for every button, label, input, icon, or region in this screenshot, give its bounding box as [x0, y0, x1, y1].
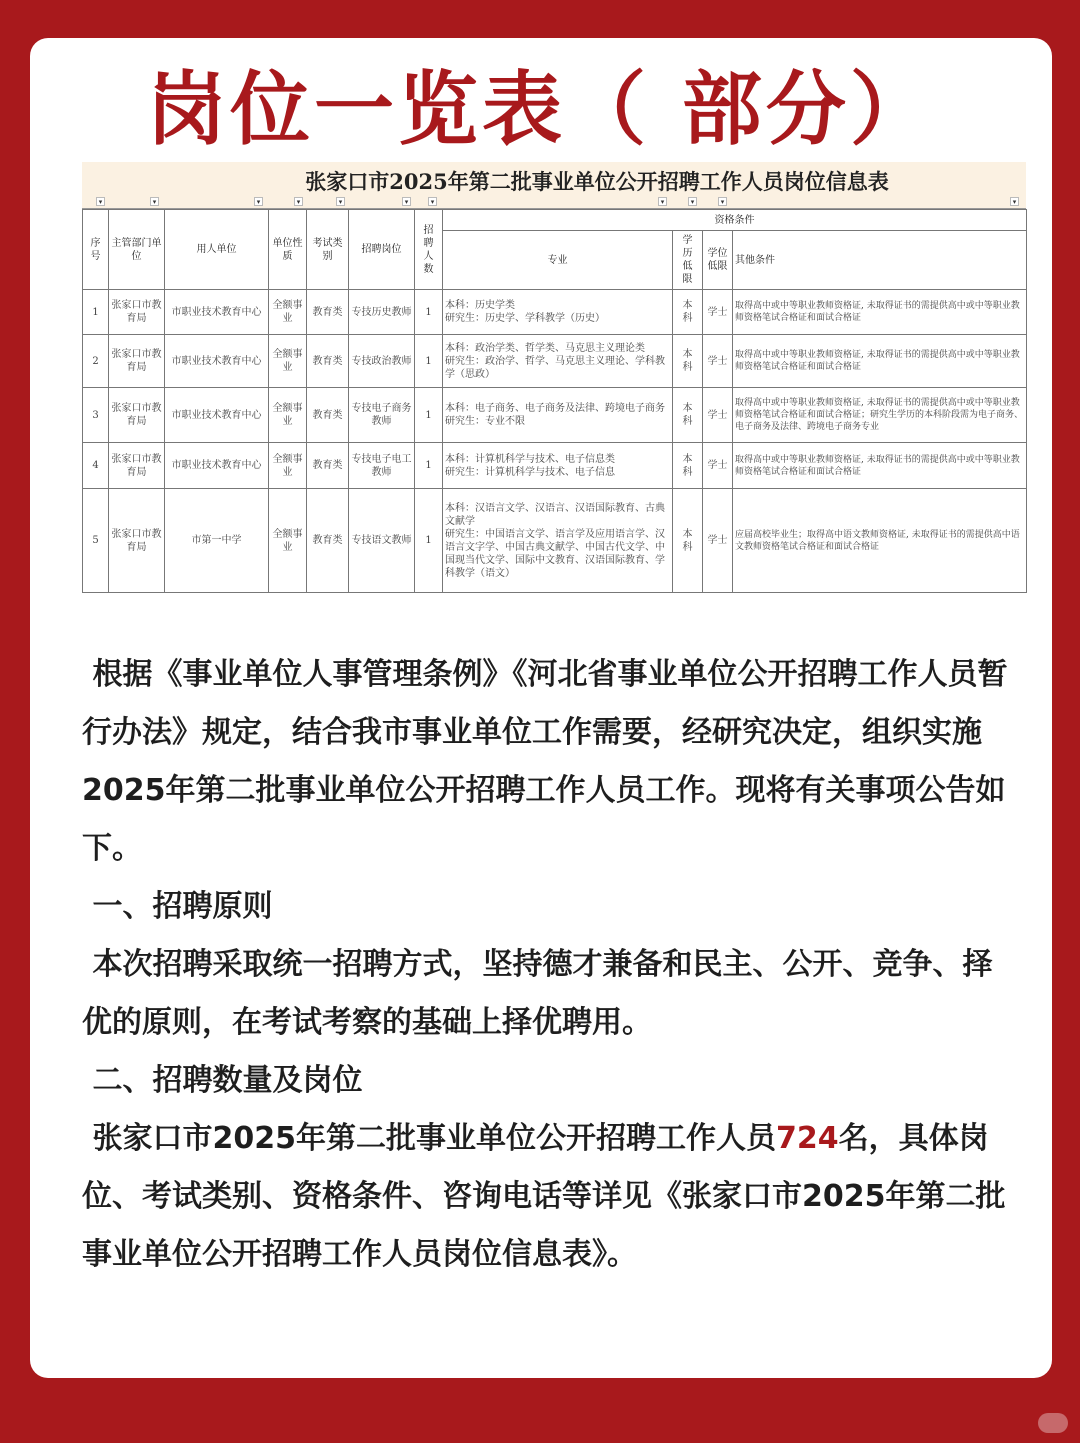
cell-degree: 学士 [703, 335, 733, 388]
header-qualification: 资格条件 [443, 210, 1027, 231]
cell-post: 专技历史教师 [349, 290, 415, 335]
table-row [83, 335, 1027, 388]
cell-employer: 市第一中学 [165, 489, 269, 593]
filter-dropdown-icon[interactable]: ▾ [658, 197, 667, 206]
cell-dept: 张家口市教育局 [109, 290, 165, 335]
table-row [83, 443, 1027, 489]
filter-dropdown-icon[interactable]: ▾ [294, 197, 303, 206]
cell-edu: 本科 [673, 290, 703, 335]
cell-edu: 本科 [673, 335, 703, 388]
cell-degree: 学士 [703, 290, 733, 335]
filter-dropdown-icon[interactable]: ▾ [428, 197, 437, 206]
section-heading-positions: 二、招聘数量及岗位 [92, 1063, 363, 1098]
cell-post: 专技语文教师 [349, 489, 415, 593]
cell-post: 专技电子电工教师 [349, 443, 415, 489]
cell-seq: 2 [83, 335, 109, 388]
cell-count: 1 [415, 489, 443, 593]
cell-degree: 学士 [703, 489, 733, 593]
cell-nature: 全额事业 [269, 388, 307, 443]
cell-seq: 3 [83, 388, 109, 443]
cell-post: 专技电子商务教师 [349, 388, 415, 443]
cell-degree: 学士 [703, 443, 733, 489]
paragraph-positions: 张家口市2025年第二批事业单位公开招聘工作人员724名，具体岗位、考试类别、资格条件、咨询电话等详见《张家口市2025年第二批事业单位公开招聘工作人员岗位信息表》。 [82, 1121, 1006, 1272]
filter-dropdown-icon[interactable]: ▾ [1010, 197, 1019, 206]
announcement-body [82, 646, 1022, 1284]
filter-dropdown-icon[interactable]: ▾ [402, 197, 411, 206]
header-degree: 学位低限 [703, 231, 733, 290]
cell-major: 本科：电子商务、电子商务及法律、跨境电子商务 研究生：专业不限 [443, 388, 673, 443]
cell-dept: 张家口市教育局 [109, 443, 165, 489]
sheet-title: 张家口市2025年第二批事业单位公开招聘工作人员岗位信息表 [82, 162, 1026, 196]
section-heading-principle: 一、招聘原则 [92, 889, 273, 924]
cell-count: 1 [415, 443, 443, 489]
filter-dropdown-icon[interactable]: ▾ [150, 197, 159, 206]
cell-degree: 学士 [703, 388, 733, 443]
cell-major: 本科：汉语言文学、汉语言、汉语国际教育、古典文献学 研究生：中国语言文学、语言学及应用语言学、汉语言文字学、中国古典文献学、中国古代文学、中国现当代文学、国际中文教育、汉语国际教育、学科教学（语文） [443, 489, 673, 593]
header-exam: 考试类别 [307, 210, 349, 290]
table-row [83, 388, 1027, 443]
header-edu: 学历低限 [673, 231, 703, 290]
paragraph-principle: 本次招聘采取统一招聘方式，坚持德才兼备和民主、公开、竞争、择优的原则，在考试考察的基础上择优聘用。 [82, 947, 993, 1040]
cell-nature: 全额事业 [269, 335, 307, 388]
job-info-spreadsheet [82, 162, 1026, 596]
cell-dept: 张家口市教育局 [109, 489, 165, 593]
cell-employer: 市职业技术教育中心 [165, 290, 269, 335]
header-nature: 单位性质 [269, 210, 307, 290]
cell-post: 专技政治教师 [349, 335, 415, 388]
cell-exam: 教育类 [307, 290, 349, 335]
filter-dropdown-icon[interactable]: ▾ [254, 197, 263, 206]
cell-nature: 全额事业 [269, 443, 307, 489]
cell-other: 取得高中或中等职业教师资格证, 未取得证书的需提供高中或中等职业教师资格笔试合格证和面试合格证 [733, 290, 1027, 335]
cell-nature: 全额事业 [269, 290, 307, 335]
header-seq: 序号 [83, 210, 109, 290]
cell-count: 1 [415, 335, 443, 388]
watermark-badge [1038, 1413, 1068, 1433]
cell-major: 本科：计算机科学与技术、电子信息类 研究生：计算机科学与技术、电子信息 [443, 443, 673, 489]
cell-count: 1 [415, 290, 443, 335]
cell-exam: 教育类 [307, 388, 349, 443]
cell-major: 本科：历史学类 研究生：历史学、学科教学（历史） [443, 290, 673, 335]
cell-other: 取得高中或中等职业教师资格证, 未取得证书的需提供高中或中等职业教师资格笔试合格证和面试合格证 [733, 335, 1027, 388]
cell-employer: 市职业技术教育中心 [165, 443, 269, 489]
header-other: 其他条件 [733, 231, 1027, 290]
filter-row [82, 196, 1026, 209]
table-row [83, 489, 1027, 593]
cell-edu: 本科 [673, 388, 703, 443]
cell-seq: 4 [83, 443, 109, 489]
paragraph-intro: 根据《事业单位人事管理条例》《河北省事业单位公开招聘工作人员暂行办法》规定，结合我市事业单位工作需要，经研究决定，组织实施2025年第二批事业单位公开招聘工作人员工作。现将有关事项公告如下。 [82, 657, 1008, 866]
header-major: 专业 [443, 231, 673, 290]
cell-count: 1 [415, 388, 443, 443]
table-body [83, 290, 1027, 593]
page-headline: 岗位一览表（ 部分） [146, 63, 934, 156]
cell-seq: 5 [83, 489, 109, 593]
table-row [83, 290, 1027, 335]
cell-edu: 本科 [673, 443, 703, 489]
cell-major: 本科：政治学类、哲学类、马克思主义理论类 研究生：政治学、哲学、马克思主义理论、学科教学（思政） [443, 335, 673, 388]
cell-dept: 张家口市教育局 [109, 388, 165, 443]
recruit-count: 724 [775, 1121, 839, 1156]
cell-nature: 全额事业 [269, 489, 307, 593]
cell-employer: 市职业技术教育中心 [165, 388, 269, 443]
cell-exam: 教育类 [307, 489, 349, 593]
header-dept: 主管部门单位 [109, 210, 165, 290]
cell-seq: 1 [83, 290, 109, 335]
header-count: 招聘人数 [415, 210, 443, 290]
cell-exam: 教育类 [307, 443, 349, 489]
filter-dropdown-icon[interactable]: ▾ [688, 197, 697, 206]
cell-dept: 张家口市教育局 [109, 335, 165, 388]
cell-other: 取得高中或中等职业教师资格证, 未取得证书的需提供高中或中等职业教师资格笔试合格证和面试合格证；研究生学历的本科阶段需为电子商务、电子商务及法律、跨境电子商务专业 [733, 388, 1027, 443]
filter-dropdown-icon[interactable]: ▾ [718, 197, 727, 206]
filter-dropdown-icon[interactable]: ▾ [96, 197, 105, 206]
cell-other: 取得高中或中等职业教师资格证, 未取得证书的需提供高中或中等职业教师资格笔试合格证和面试合格证 [733, 443, 1027, 489]
cell-exam: 教育类 [307, 335, 349, 388]
cell-edu: 本科 [673, 489, 703, 593]
header-employer: 用人单位 [165, 210, 269, 290]
job-table [82, 209, 1027, 593]
cell-other: 应届高校毕业生；取得高中语文教师资格证, 未取得证书的需提供高中语文教师资格笔试合格证和面试合格证 [733, 489, 1027, 593]
cell-employer: 市职业技术教育中心 [165, 335, 269, 388]
filter-dropdown-icon[interactable]: ▾ [336, 197, 345, 206]
header-post: 招聘岗位 [349, 210, 415, 290]
